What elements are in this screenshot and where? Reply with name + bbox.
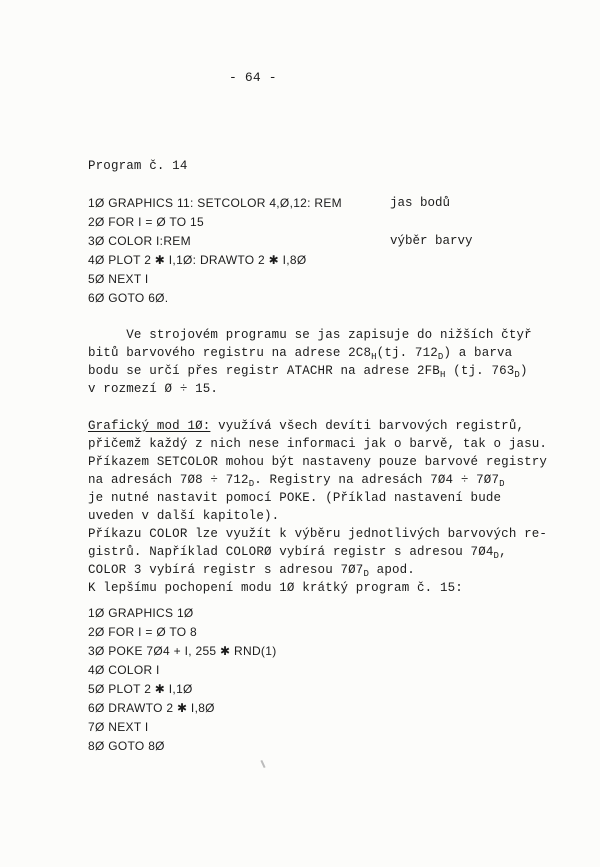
paragraph-line: uveden v další kapitole). [88, 509, 280, 523]
paragraph-line: COLOR 3 vybírá registr s adresou $7Ø7_D$ apod. [88, 563, 415, 579]
code-line: 1Ø GRAPHICS 1Ø [88, 606, 194, 620]
paragraph-line: bodu se určí přes registr ATACHR na adrese $2FB_H$ (tj. $763_D$) [88, 364, 528, 380]
paragraph-line: na adresách 7Ø8 ÷ $712_D$. Registry na adresách 7Ø4 ÷ $7Ø7_D$ [88, 473, 505, 489]
code-comment-color: výběr barvy [390, 234, 473, 248]
paragraph-line: Grafický mod 1Ø: využívá všech devíti barvových registrů, [88, 419, 525, 433]
code-line: 3Ø POKE 7Ø4 + I, 255 ✱ RND(1) [88, 644, 277, 658]
section-heading: Grafický mod 1Ø: [88, 419, 211, 433]
code-line: 4Ø PLOT 2 ✱ I,1Ø: DRAWTO 2 ✱ I,8Ø [88, 253, 307, 267]
code-line: 3Ø COLOR I:REM [88, 234, 191, 248]
paragraph-line: je nutné nastavit pomocí POKE. (Příklad nastavení bude [88, 491, 502, 505]
code-line: 5Ø PLOT 2 ✱ I,1Ø [88, 682, 193, 696]
code-line: 4Ø COLOR I [88, 663, 160, 677]
paragraph-line: Příkazem SETCOLOR mohou být nastaveny pouze barvové registry [88, 455, 548, 469]
scan-speck [260, 760, 265, 768]
code-line: 5Ø NEXT I [88, 272, 149, 286]
code-line: 7Ø NEXT I [88, 720, 149, 734]
paragraph-line: Příkazu COLOR lze využít k výběru jednotlivých barvových re- [88, 527, 548, 541]
code-line: 2Ø FOR I = Ø TO 15 [88, 215, 204, 229]
paragraph-line: K lepšímu pochopení modu 1Ø krátký program č. 15: [88, 581, 463, 595]
program-14-title: Program č. 14 [88, 159, 188, 173]
code-comment-brightness: jas bodů [390, 196, 451, 210]
code-line: 1Ø GRAPHICS 11: SETCOLOR 4,Ø,12: REM [88, 196, 342, 210]
paragraph-line: gistrů. Například COLORØ vybírá registr s adresou $7Ø4_D$, [88, 545, 507, 561]
paragraph-line: v rozmezí Ø ÷ 15. [88, 382, 219, 396]
code-line: 2Ø FOR I = Ø TO 8 [88, 625, 198, 639]
page-number: - 64 - [229, 70, 277, 85]
paragraph-line: bitů barvového registru na adrese $2C8_H(tj$. $712_D$) a barva [88, 346, 513, 362]
paragraph-line: Ve strojovém programu se jas zapisuje do nižších čtyř [88, 328, 532, 342]
code-line: 8Ø GOTO 8Ø [88, 739, 165, 753]
paragraph-line: přičemž každý z nich nese informaci jak o barvě, tak o jasu. [88, 437, 548, 451]
code-line: 6Ø DRAWTO 2 ✱ I,8Ø [88, 701, 215, 715]
code-line: 6Ø GOTO 6Ø. [88, 291, 169, 305]
